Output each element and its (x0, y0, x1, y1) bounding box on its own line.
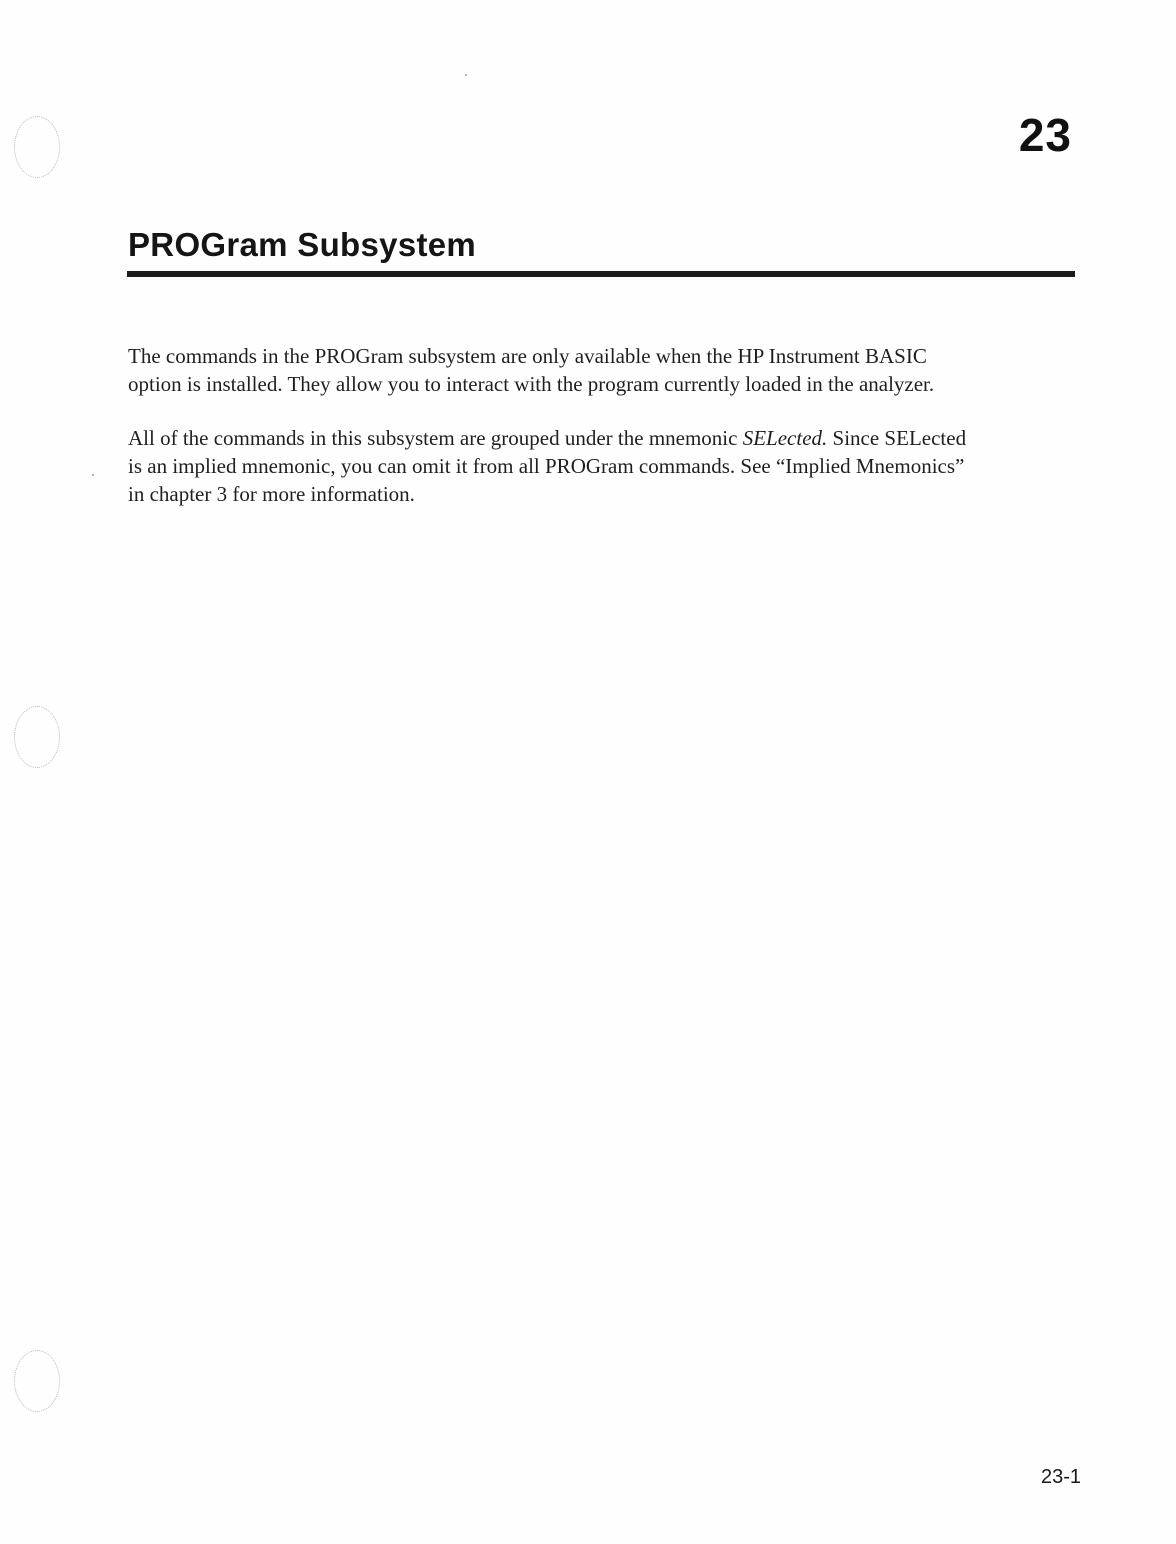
punch-hole-bottom (14, 1350, 60, 1412)
paragraph-line: is an implied mnemonic, you can omit it from all PROGram commands. See “Implied Mnemonics” (128, 454, 965, 478)
text-run: Since SELected (827, 426, 967, 450)
page-number: 23-1 (1040, 1466, 1081, 1488)
paragraph-intro (128, 342, 1068, 398)
paragraph-line (128, 424, 1068, 452)
paragraph-line: option is installed. They allow you to interact with the program currently loaded in the analyzer. (128, 372, 935, 396)
scan-speck (465, 74, 467, 76)
scan-speck (92, 474, 94, 476)
text-run: All of the commands in this subsystem are grouped under the mnemonic (128, 426, 743, 450)
chapter-number: 23 (1018, 109, 1072, 161)
paragraph-mnemonic (128, 424, 1068, 508)
mnemonic-italic: SELected. (742, 426, 828, 450)
chapter-title: PROGram Subsystem (128, 226, 477, 263)
punch-hole-top (14, 116, 60, 178)
punch-hole-middle (14, 706, 60, 768)
title-rule (127, 271, 1075, 277)
paragraph-line: in chapter 3 for more information. (128, 482, 415, 506)
paragraph-line: The commands in the PROGram subsystem are only available when the HP Instrument BASIC (128, 344, 927, 368)
